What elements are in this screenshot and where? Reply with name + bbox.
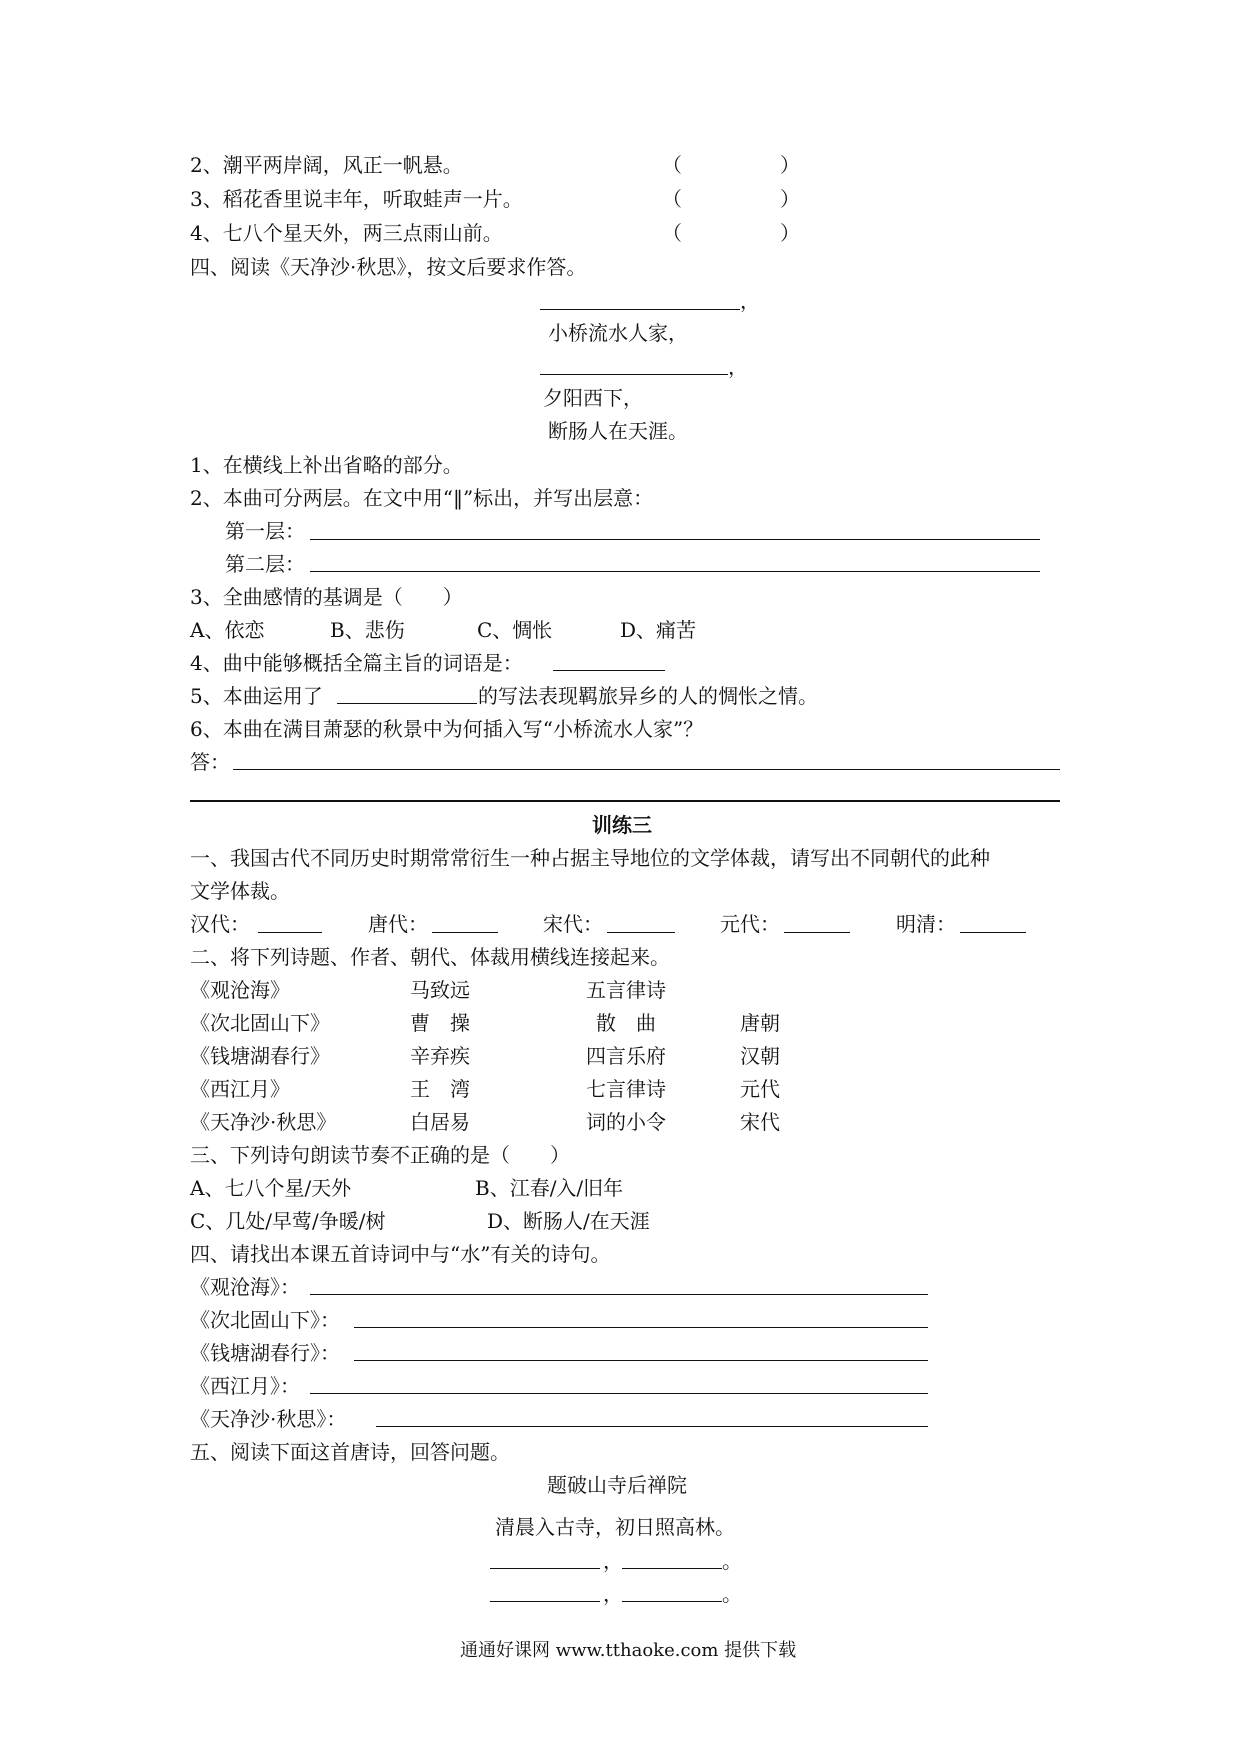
match-author-5: 白居易: [410, 1110, 470, 1134]
paren-close-4: ）: [780, 221, 800, 245]
poem-comma-2: ，: [728, 355, 748, 379]
question-1: 1、在横线上补出省略的部分。: [190, 453, 463, 477]
match-genre-2: 散 曲: [596, 1011, 656, 1035]
poem-line-2: 小桥流水人家，: [548, 321, 688, 345]
match-author-1: 马致远: [410, 978, 470, 1002]
t3-q4-heading: 四、请找出本课五首诗词中与“水”有关的诗句。: [190, 1242, 611, 1266]
answer-blank: [233, 769, 1060, 770]
t3-q1-line2: 文学体裁。: [190, 879, 290, 903]
paren-open-3: （: [662, 187, 682, 211]
poem-blank-4b: [622, 1601, 722, 1602]
dynasty-han-blank: [258, 932, 322, 933]
question-4: 4、曲中能够概括全篇主旨的词语是：: [190, 651, 523, 675]
dynasty-yuan-blank: [784, 932, 850, 933]
match-dynasty-3: 元代: [740, 1077, 780, 1101]
poem-blank-4a: [490, 1601, 600, 1602]
water-item-1: 《观沧海》：: [190, 1275, 300, 1299]
match-title-2: 《次北固山下》: [190, 1011, 330, 1035]
t3-q2-heading: 二、将下列诗题、作者、朝代、体裁用横线连接起来。: [190, 945, 670, 969]
item-4: 4、七八个星天外，两三点雨山前。: [190, 221, 503, 245]
paren-close-2: ）: [780, 153, 800, 177]
match-dynasty-4: 宋代: [740, 1110, 780, 1134]
match-author-4: 王 湾: [410, 1077, 470, 1101]
water-item-3: 《钱塘湖春行》：: [190, 1341, 340, 1365]
match-title-1: 《观沧海》: [190, 978, 290, 1002]
question-5-b: 的写法表现羁旅异乡的人的惆怅之情。: [478, 684, 818, 708]
question-5-a: 5、本曲运用了: [190, 684, 323, 708]
match-title-4: 《西江月》: [190, 1077, 290, 1101]
match-author-2: 曹 操: [410, 1011, 470, 1035]
poem-line-4: 夕阳西下，: [543, 386, 643, 410]
poem-line-5: 断肠人在天涯。: [548, 419, 688, 443]
layer-1-label: 第一层：: [225, 519, 305, 543]
water-item-5: 《天净沙·秋思》：: [190, 1407, 347, 1431]
dynasty-han: 汉代：: [190, 912, 250, 936]
poem-blank-3a: [490, 1568, 600, 1569]
dynasty-song: 宋代：: [543, 912, 603, 936]
training-3-title: 训练三: [592, 813, 652, 837]
dynasty-yuan: 元代：: [720, 912, 780, 936]
t3-q3-option-d: D、断肠人/在天涯: [487, 1209, 650, 1233]
t3-q3-option-b: B、江春/入/旧年: [475, 1176, 624, 1200]
water-blank-2: [354, 1327, 928, 1328]
dynasty-tang-blank: [432, 932, 498, 933]
water-blank-4: [310, 1393, 928, 1394]
t3-q3-option-a: A、七八个星/天外: [190, 1176, 352, 1200]
match-author-3: 辛弃疾: [410, 1044, 470, 1068]
t3-q5-heading: 五、阅读下面这首唐诗，回答问题。: [190, 1440, 510, 1464]
footer-text: 通通好课网 www.tthaoke.com 提供下载: [460, 1640, 797, 1661]
q4-blank: [553, 670, 665, 671]
dynasty-mingqing: 明清：: [896, 912, 956, 936]
paren-close-3: ）: [780, 187, 800, 211]
water-item-2: 《次北固山下》：: [190, 1308, 340, 1332]
t3-q1-line1: 一、我国古代不同历史时期常常衍生一种占据主导地位的文学体裁，请写出不同朝代的此种: [190, 846, 990, 870]
item-3: 3、稻花香里说丰年，听取蛙声一片。: [190, 187, 523, 211]
section-divider: [190, 800, 1060, 802]
match-title-3: 《钱塘湖春行》: [190, 1044, 330, 1068]
poem-blank-1: [540, 309, 740, 310]
water-blank-5: [376, 1426, 928, 1427]
poem-blank-2: [540, 374, 728, 375]
water-blank-3: [354, 1360, 928, 1361]
paren-open-4: （: [662, 221, 682, 245]
dynasty-mingqing-blank: [960, 932, 1026, 933]
match-title-5: 《天净沙·秋思》: [190, 1110, 337, 1134]
dynasty-tang: 唐代：: [368, 912, 428, 936]
q4-heading: 四、阅读《天净沙·秋思》，按文后要求作答。: [190, 255, 587, 279]
layer-2-label: 第二层：: [225, 552, 305, 576]
paren-open-2: （: [662, 153, 682, 177]
poem-period-3: 。: [722, 1549, 742, 1573]
match-genre-5: 词的小令: [586, 1110, 666, 1134]
q3-option-d: D、痛苦: [620, 618, 697, 642]
question-2: 2、本曲可分两层。在文中用“‖”标出，并写出层意：: [190, 486, 654, 510]
match-genre-4: 七言律诗: [586, 1077, 666, 1101]
poem-comma-4: ，: [603, 1582, 623, 1606]
t3-q3-heading: 三、下列诗句朗读节奏不正确的是（ ）: [190, 1143, 570, 1167]
question-6: 6、本曲在满目萧瑟的秋景中为何插入写“小桥流水人家”？: [190, 717, 704, 741]
item-2: 2、潮平两岸阔，风正一帆悬。: [190, 153, 463, 177]
q3-option-a: A、依恋: [190, 618, 265, 642]
match-genre-3: 四言乐府: [586, 1044, 666, 1068]
q5-blank: [337, 703, 477, 704]
match-dynasty-1: 唐朝: [740, 1011, 780, 1035]
layer-2-blank: [310, 571, 1040, 572]
poem-period-4: 。: [722, 1582, 742, 1606]
t3-q3-option-c: C、几处/早莺/争暖/树: [190, 1209, 386, 1233]
poem-title: 题破山寺后禅院: [547, 1473, 687, 1497]
poem-comma-1: ，: [740, 289, 760, 313]
match-dynasty-2: 汉朝: [740, 1044, 780, 1068]
water-item-4: 《西江月》：: [190, 1374, 300, 1398]
answer-label: 答：: [190, 750, 230, 774]
layer-1-blank: [310, 539, 1040, 540]
poem-comma-3: ，: [603, 1549, 623, 1573]
q3-option-c: C、惆怅: [477, 618, 553, 642]
water-blank-1: [310, 1294, 928, 1295]
question-3: 3、全曲感情的基调是（ ）: [190, 585, 463, 609]
poem-line-1: 清晨入古寺，初日照高林。: [495, 1515, 735, 1539]
poem-blank-3b: [622, 1568, 722, 1569]
q3-option-b: B、悲伤: [330, 618, 405, 642]
dynasty-song-blank: [607, 932, 675, 933]
match-genre-1: 五言律诗: [586, 978, 666, 1002]
